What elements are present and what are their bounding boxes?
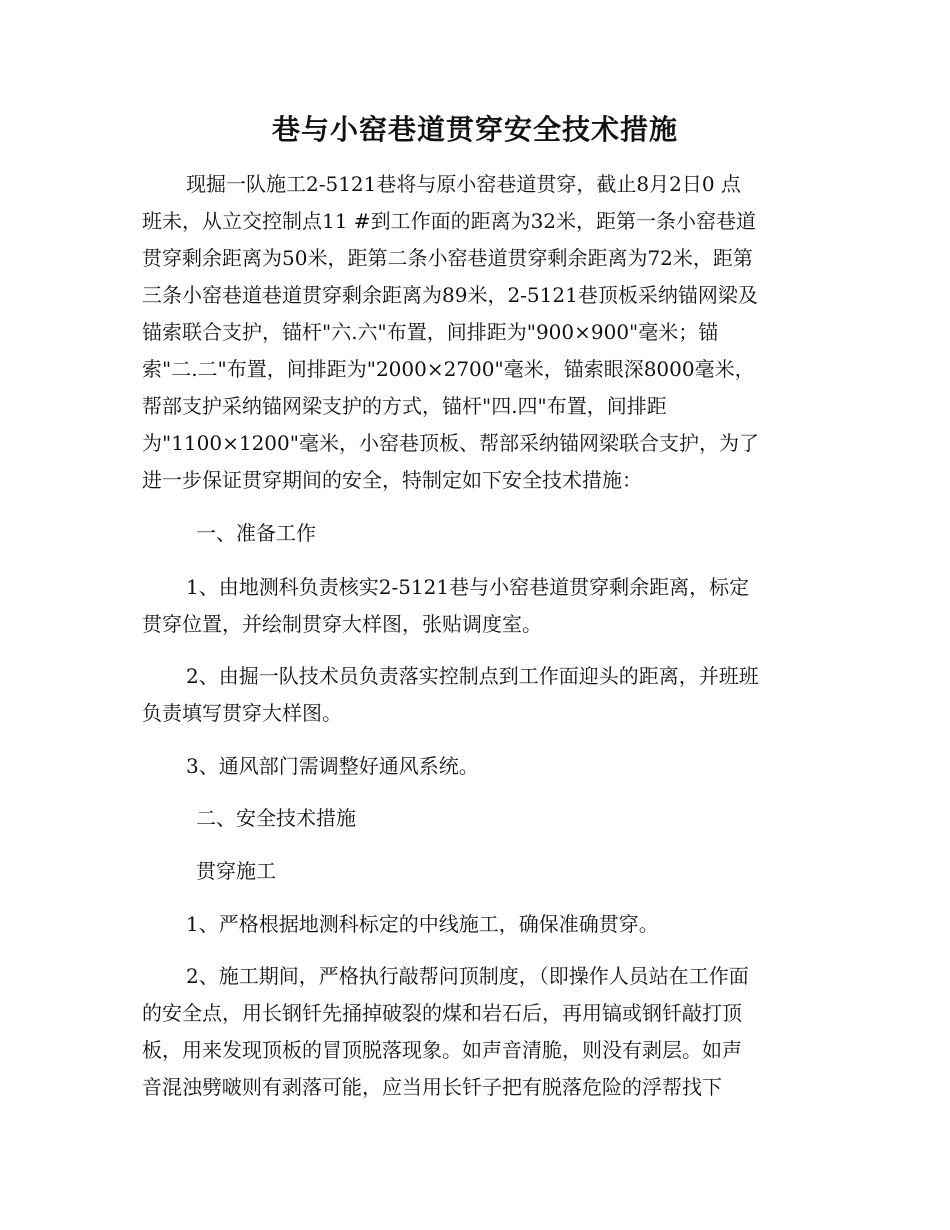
list-item-line: 的安全点，用长钢钎先捅掉破裂的煤和岩石后，再用镐或钢钎敲打顶 [142, 1001, 742, 1025]
list-item-line: 音混浊劈啵则有剥落可能，应当用长钎子把有脱落危险的浮帮找下 [142, 1075, 722, 1099]
list-item-line: 1、严格根据地测科标定的中线施工，确保准确贯穿。 [186, 912, 659, 936]
list-item-line: 贯穿位置，并绘制贯穿大样图，张贴调度室。 [142, 612, 542, 636]
list-item-line: 板，用来发现顶板的冒顶脱落现象。如声音清脆，则没有剥层。如声 [142, 1038, 742, 1062]
subsection-heading: 贯穿施工 [196, 859, 276, 883]
document-title: 巷与小窑巷道贯穿安全技术措施 [271, 113, 678, 146]
list-item-line: 2、施工期间，严格执行敲帮问顶制度，（即操作人员站在工作面 [186, 964, 749, 988]
paragraph-line: 为"1100×1200"毫米，小窑巷顶板、帮部采纳锚网梁联合支护，为了 [142, 431, 759, 455]
list-item-line: 2、由掘一队技术员负责落实控制点到工作面迎头的距离，并班班 [186, 664, 759, 688]
list-item-line: 1、由地测科负责核实2-5121巷与小窑巷道贯穿剩余距离，标定 [186, 575, 750, 599]
section-heading: 二、安全技术措施 [196, 806, 356, 830]
section-heading: 一、准备工作 [196, 521, 316, 545]
paragraph-line: 现掘一队施工2-5121巷将与原小窑巷道贯穿，截止8月2日0 点 [186, 172, 741, 196]
paragraph-line: 索"二.二"布置，间排距为"2000×2700"毫米，锚索眼深8000毫米， [142, 357, 755, 381]
paragraph-line: 帮部支护采纳锚网梁支护的方式，锚杆"四.四"布置，间排距 [142, 394, 667, 418]
list-item-line: 3、通风部门需调整好通风系统。 [186, 754, 479, 778]
paragraph-line: 三条小窑巷道巷道贯穿剩余距离为89米，2-5121巷顶板采纳锚网梁及 [142, 283, 758, 307]
paragraph-line: 锚索联合支护，锚杆"六.六"布置，间排距为"900×900"毫米；锚 [142, 320, 719, 344]
paragraph-line: 班未，从立交控制点11 #到工作面的距离为32米，距第一条小窑巷道 [142, 209, 757, 233]
paragraph-line: 贯穿剩余距离为50米，距第二条小窑巷道贯穿剩余距离为72米，距第 [142, 246, 753, 270]
list-item-line: 负责填写贯穿大样图。 [142, 701, 342, 725]
paragraph-line: 进一步保证贯穿期间的安全，特制定如下安全技术措施： [142, 468, 642, 492]
